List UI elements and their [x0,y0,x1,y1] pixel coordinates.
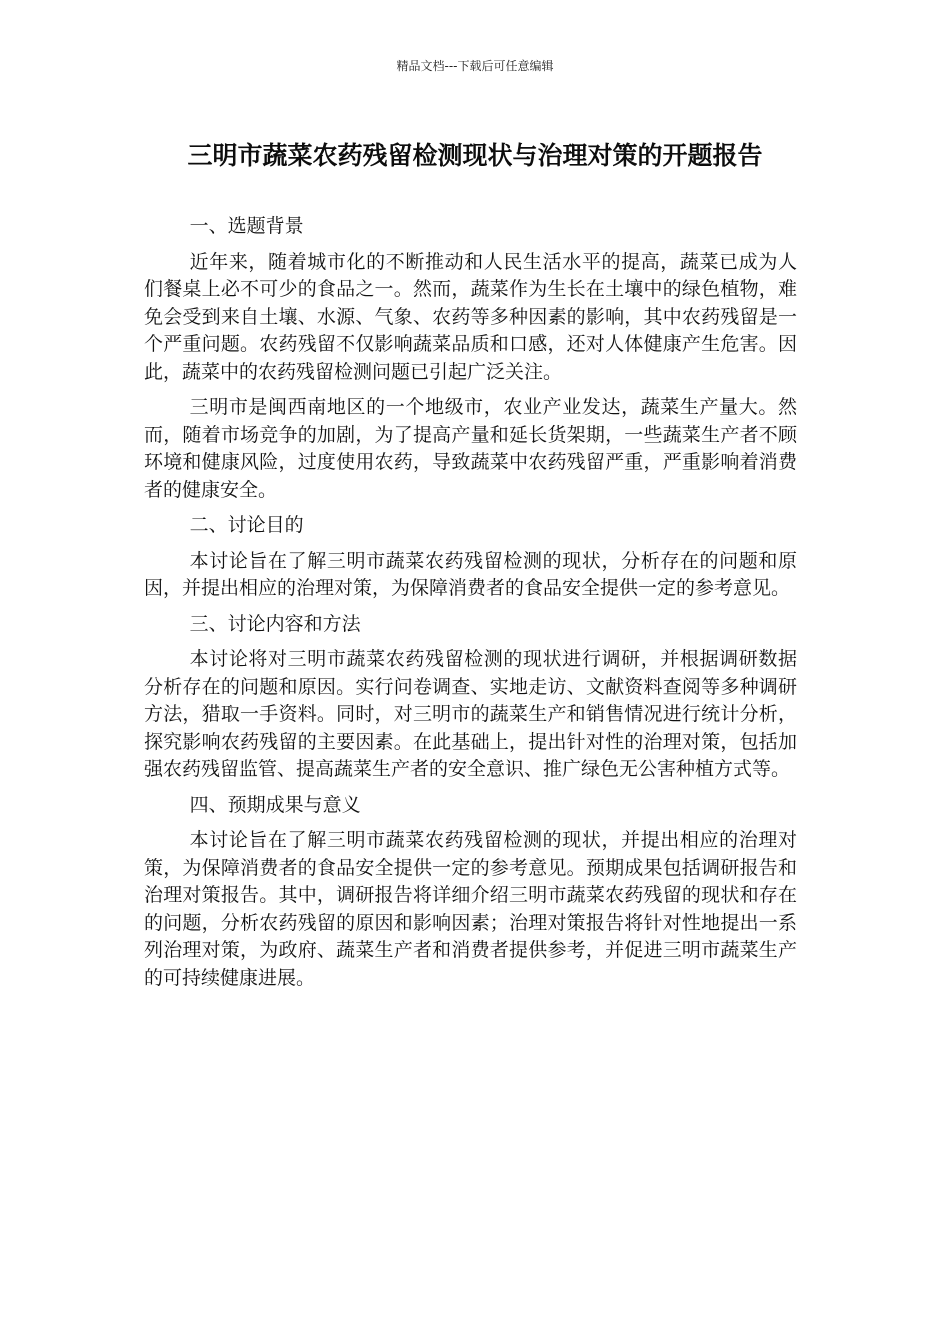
page-header: 精品文档---下载后可任意编辑 [396,59,554,73]
paragraph: 近年来，随着城市化的不断推动和人民生活水平的提高，蔬菜已成为人们餐桌上必不可少的食品之一。然而，蔬菜作为生长在土壤中的绿色植物，难免会受到来自土壤、水源、气象、农药等多种因素的影响，其中农药残留是一个严重问题。农药残留不仅影响蔬菜品质和口感，还对人体健康产生危害。因此，蔬菜中的农药残留检测问题已引起广泛关注。 [144,250,797,383]
section-heading: 二、讨论目的 [189,514,304,536]
section-heading: 三、讨论内容和方法 [189,612,361,635]
paragraph: 本讨论旨在了解三明市蔬菜农药残留检测的现状，并提出相应的治理对策，为保障消费者的食品安全提供一定的参考意见。预期成果包括调研报告和治理对策报告。其中，调研报告将详细介绍三明市蔬菜农药残留的现状和存在的问题，分析农药残留的原因和影响因素；治理对策报告将针对性地提出一系列治理对策，为政府、蔬菜生产者和消费者提供参考，并促进三明市蔬菜生产的可持续健康进展。 [144,829,797,989]
section-heading: 四、预期成果与意义 [189,793,361,816]
document-title: 三明市蔬菜农药残留检测现状与治理对策的开题报告 [187,141,763,170]
section-background [144,213,797,504]
section-heading: 一、选题背景 [189,215,304,237]
section-content-methods [144,611,797,784]
paragraph: 本讨论将对三明市蔬菜农药残留检测的现状进行调研，并根据调研数据分析存在的问题和原因。实行问卷调查、实地走访、文献资料查阅等多种调研方法，猎取一手资料。同时，对三明市的蔬菜生产和销售情况进行统计分析，探究影响农药残留的主要因素。在此基础上，提出针对性的治理对策，包括加强农药残留监管、提高蔬菜生产者的安全意识、推广绿色无公害种植方式等。 [144,648,797,780]
document-body [144,213,797,1000]
paragraph: 三明市是闽西南地区的一个地级市，农业产业发达，蔬菜生产量大。然而，随着市场竞争的加剧，为了提高产量和延长货架期，一些蔬菜生产者不顾环境和健康风险，过度使用农药，导致蔬菜中农药残留严重，严重影响着消费者的健康安全。 [144,396,797,501]
section-purpose [144,512,797,603]
section-expected-results [144,792,797,993]
paragraph: 本讨论旨在了解三明市蔬菜农药残留检测的现状，分析存在的问题和原因，并提出相应的治理对策，为保障消费者的食品安全提供一定的参考意见。 [144,549,797,599]
